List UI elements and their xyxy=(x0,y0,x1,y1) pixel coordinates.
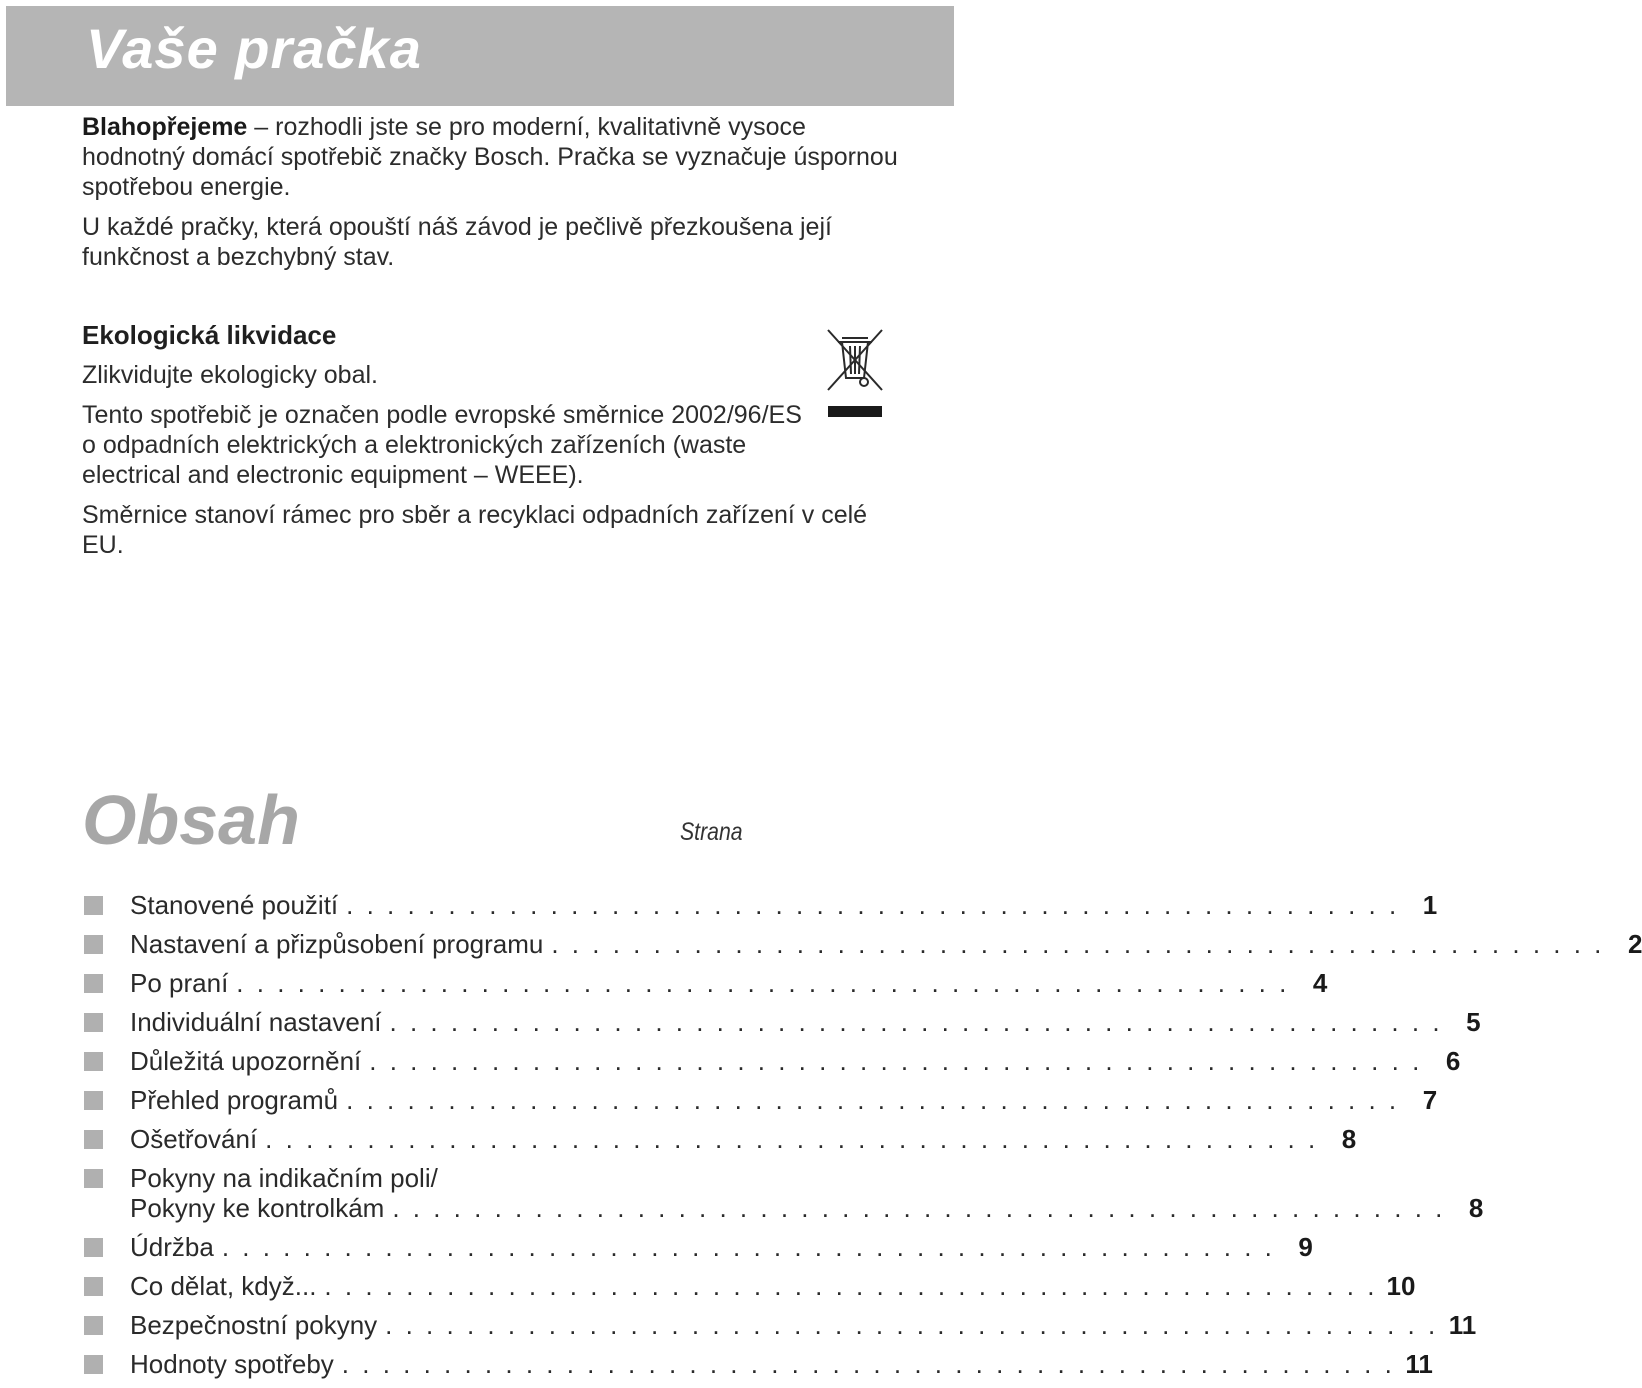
toc-item-label: Údržba xyxy=(130,1232,214,1262)
toc-bullet-icon xyxy=(84,1052,103,1071)
toc-leader-dots: . . . . . . . . . . . . . . . . . . . . . . . . . . . . . . . . . . . . . . . . . . . . . . . . . . . . xyxy=(551,929,1605,959)
intro-section xyxy=(82,112,902,560)
toc-item-label: Pokyny ke kontrolkám xyxy=(130,1193,385,1223)
toc-item-page: 1 xyxy=(1422,890,1438,920)
intro-paragraph xyxy=(82,112,902,202)
page-title: Vaše pračka xyxy=(86,17,422,80)
toc-item[interactable] xyxy=(84,1310,1477,1340)
toc-bullet-icon xyxy=(84,896,103,915)
toc-item-page: 5 xyxy=(1466,1007,1481,1037)
toc-item[interactable] xyxy=(84,1085,1438,1115)
toc-leader-dots: . . . . . . . . . . . . . . . . . . . . . . . . . . . . . . . . . . . . . . . . . . . . . . . . . . . . xyxy=(265,1124,1319,1154)
toc-bullet-icon xyxy=(84,1355,103,1374)
title-banner xyxy=(6,6,954,106)
toc-leader-dots: . . . . . . . . . . . . . . . . . . . . . . . . . . . . . . . . . . . . . . . . . . . . . . . . . . . . xyxy=(324,1271,1378,1301)
toc-leader-dots: . . . . . . . . . . . . . . . . . . . . . . . . . . . . . . . . . . . . . . . . . . . . . . . . . . . . xyxy=(369,1046,1423,1076)
intro-lead: Blahopřejeme xyxy=(82,113,248,141)
toc-item[interactable] xyxy=(84,929,1642,959)
toc-item[interactable] xyxy=(84,1124,1357,1154)
toc-item-label: Bezpečnostní pokyny xyxy=(130,1310,378,1340)
toc-item-label: Hodnoty spotřeby xyxy=(130,1349,334,1379)
toc-page-label: Strana xyxy=(680,818,743,846)
toc-leader-dots: . . . . . . . . . . . . . . . . . . . . . . . . . . . . . . . . . . . . . . . . . . . . . . . . . . . . xyxy=(385,1310,1439,1340)
toc-item[interactable] xyxy=(84,1163,1484,1223)
toc-leader-dots: . . . . . . . . . . . . . . . . . . . . . . . . . . . . . . . . . . . . . . . . . . . . . . . . . . . . xyxy=(389,1007,1443,1037)
toc-item-label: Nastavení a přizpůsobení programu xyxy=(130,929,544,959)
toc-item-label: Individuální nastavení xyxy=(130,1007,382,1037)
toc-item-page: 11 xyxy=(1448,1310,1477,1340)
intro-lead-rest: – rozhodli jste se pro moderní, kvalitativně vysoce hodnotný domácí spotřebič značky Bosch. Pračka se vyznačuje úspornou spotřebou energie. xyxy=(82,113,898,201)
toc-item-page: 8 xyxy=(1341,1124,1357,1154)
toc-item-label: Co dělat, když... xyxy=(130,1271,317,1301)
toc-bullet-icon xyxy=(84,1169,103,1188)
toc-item[interactable] xyxy=(84,1271,1416,1301)
table-of-contents xyxy=(84,890,1642,1388)
toc-leader-dots: . . . . . . . . . . . . . . . . . . . . . . . . . . . . . . . . . . . . . . . . . . . . . . . . . . . . xyxy=(346,1085,1400,1115)
toc-leader-dots: . . . . . . . . . . . . . . . . . . . . . . . . . . . . . . . . . . . . . . . . . . . . . . . . . . . . xyxy=(346,890,1400,920)
toc-item-label-line1: Pokyny na indikačním poli/ xyxy=(130,1163,438,1193)
toc-bullet-icon xyxy=(84,974,103,993)
toc-item[interactable] xyxy=(84,1232,1313,1262)
toc-item-label: Důležitá upozornění xyxy=(130,1046,362,1076)
eco-paragraph-2: Tento spotřebič je označen podle evropské směrnice 2002/96/ES o odpadních elektrických a elektronických zařízeních (waste electrical and electronic equipment – WEEE). xyxy=(82,401,802,489)
toc-bullet-icon xyxy=(84,1130,103,1149)
toc-bullet-icon xyxy=(84,1238,103,1257)
toc-bullet-icon xyxy=(84,1013,103,1032)
toc-item[interactable] xyxy=(84,1349,1433,1379)
toc-item-page: 10 xyxy=(1386,1271,1416,1301)
toc-item-page: 8 xyxy=(1468,1193,1484,1223)
toc-item-page: 7 xyxy=(1422,1085,1438,1115)
toc-item-label: Přehled programů xyxy=(130,1085,339,1115)
toc-item[interactable] xyxy=(84,1007,1481,1037)
toc-item-label: Stanovené použití xyxy=(130,890,339,920)
weee-crossed-bin-icon xyxy=(824,326,886,418)
toc-item-label: Po praní xyxy=(130,968,229,998)
toc-bullet-icon xyxy=(84,1277,103,1296)
toc-leader-dots: . . . . . . . . . . . . . . . . . . . . . . . . . . . . . . . . . . . . . . . . . . . . . . . . . . . . xyxy=(392,1193,1446,1223)
intro-paragraph-2: U každé pračky, která opouští náš závod je pečlivě přezkoušena její funkčnost a bezchybný stav. xyxy=(82,213,832,271)
toc-bullet-icon xyxy=(84,1316,103,1335)
toc-bullet-icon xyxy=(84,935,103,954)
eco-heading: Ekologická likvidace xyxy=(82,320,337,350)
toc-item-page: 4 xyxy=(1312,968,1328,998)
toc-item[interactable] xyxy=(84,890,1438,920)
toc-item-page: 11 xyxy=(1405,1349,1433,1379)
toc-item[interactable] xyxy=(84,968,1328,998)
toc-title: Obsah xyxy=(82,781,300,859)
toc-bullet-icon xyxy=(84,1091,103,1110)
toc-leader-dots: . . . . . . . . . . . . . . . . . . . . . . . . . . . . . . . . . . . . . . . . . . . . . . . . . . . . xyxy=(236,968,1290,998)
toc-leader-dots: . . . . . . . . . . . . . . . . . . . . . . . . . . . . . . . . . . . . . . . . . . . . . . . . . . . . xyxy=(221,1232,1275,1262)
toc-item-page: 2 xyxy=(1627,929,1642,959)
toc-item[interactable] xyxy=(84,1046,1461,1076)
toc-item-page: 6 xyxy=(1445,1046,1461,1076)
toc-item-page: 9 xyxy=(1298,1232,1313,1262)
toc-item-label: Ošetřování xyxy=(130,1124,258,1154)
eco-paragraph-1: Zlikvidujte ekologicky obal. xyxy=(82,361,378,389)
toc-leader-dots: . . . . . . . . . . . . . . . . . . . . . . . . . . . . . . . . . . . . . . . . . . . . . . . . . . . . xyxy=(341,1349,1395,1379)
eco-paragraph-3: Směrnice stanoví rámec pro sběr a recyklaci odpadních zařízení v celé EU. xyxy=(82,501,868,559)
